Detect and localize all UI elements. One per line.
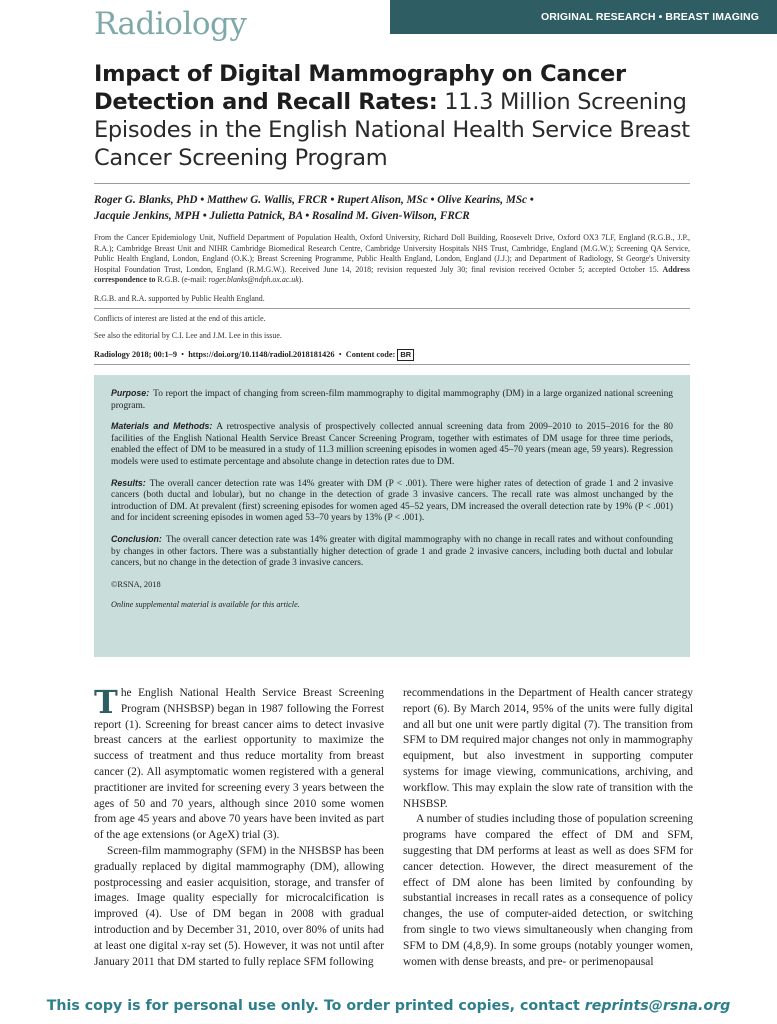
body-paragraph: Screen-film mammography (SFM) in the NHSBSP has been gradually replaced by digital mammography (DM), allowing postprocessing and easier acquisition, storage, and transfer of images. Image quality especially for microcalcification is improved (4). Use of DM began in 2008 with gradual introduction and by December 31, 2010, over 80% of units had at least one digital x-ray set (5). However, it was not until after January 2011 that DM started to fully replace SFM following [94,844,384,968]
correspondence-name: R.G.B. (e-mail: [155,275,209,284]
affiliation-text: From the Cancer Epidemiology Unit, Nuffield Department of Population Health, Oxford University, Richard Doll Building, Roosevelt Drive, Oxford OX3 7LF, England (R.G.B., J.P., R.A.); Cambridge Breast Unit and NIHR Cambridge Biomedical Research Centre, Cambridge University Hospitals NHS Trust, Cambridge, England (M.G.W.); Screening QA Service, Public Health England, London, England (O.K.); Breast Screening Programme, Public Health England, London, England (J.J.); and Department of Radiology, St George's University Hospital Foundation Trust, London, England (R.M.G.W.). Received June 14, 2018; revision requested July 30; final revision received October 5; accepted October 15. [94,233,690,274]
article-title [94,60,704,172]
affiliations [94,233,690,286]
conclusion-text: The overall cancer detection rate was 14% greater with digital mammography with no change in recall rates and without confounding by changes in other factors. There was a substantially higher detection of grade 1 and grade 2 invasive cancers, including both ductal and lobular cancers, but no change in the detection of grade 3 invasive cancers. [111,534,673,569]
abstract-box [94,375,690,657]
footer-text: This copy is for personal use only. To order printed copies, contact [46,998,585,1014]
journal-logo: Radiology [94,6,247,42]
abstract-purpose [111,388,673,412]
citation-doi[interactable]: https://doi.org/10.1148/radiol.2018181426 [188,350,335,359]
purpose-heading: Purpose: [111,388,150,398]
notes-rule [94,308,690,309]
reprints-email-link[interactable]: reprints@rsna.org [584,998,731,1014]
body-paragraph: A number of studies including those of population screening programs have compared the effect of DM and SFM, suggesting that DM performs at least as well as does SFM for cancer detection. However, the direct measurement of the effect of DM alone has been limited by confounding by substantial increases in recall rates as a consequence of policy changes, the use of computer-aided detection, or switching from single to two views simultaneously when changing from SFM to DM (4,8,9). In some groups (notably younger women, women with dense breasts, and pre- or perimenopausal [403,813,693,968]
title-subtitle: 11.3 Million Screening Episodes in the English National Health Service Breast Cancer Screening Program [94,89,690,171]
methods-heading: Materials and Methods: [111,421,213,432]
author-line: Roger G. Blanks, PhD • Matthew G. Wallis, FRCR • Rupert Alison, MSc • Olive Kearins, MSc • [94,194,534,206]
title-main: Impact of Digital Mammography on Cancer Detection and Recall Rates: [94,61,626,115]
author-line: Jacquie Jenkins, MPH • Julietta Patnick, BA • Rosalind M. Given-Wilson, FRCR [94,210,470,222]
abstract-copyright: ©RSNA, 2018 [111,579,161,589]
correspondence-label: Address correspondence to [94,264,690,284]
conclusion-heading: Conclusion: [111,533,162,544]
title-rule [94,183,690,184]
body-column-right [403,686,693,970]
reprint-footer [0,998,777,1014]
body-paragraph: recommendations in the Department of Health cancer strategy report (6). By March 2014, 95% of the units were fully digital and all but one unit were partly digital (7). The transition from SFM to DM required major changes not only in mammography equipment, but also investment in supporting computer systems for image viewing, communications, archiving, and workflow. This may explain the slow rate of transition with the NHSBSP. [403,687,693,810]
purpose-text: To report the impact of changing from screen-film mammography to digital mammography (DM) in a large organized national screening program. [111,389,673,411]
section-banner: ORIGINAL RESEARCH • BREAST IMAGING [390,0,777,34]
results-text: The overall cancer detection rate was 14% greater with DM (P < .001). There were higher rates of detection of grade 1 and 2 invasive cancers (both ductal and lobular), but no change in the detection of grade 3 invasive cancers. The recall rate was almost unchanged by the introduction of DM. At prevalent (first) screening episodes for women aged 45–52 years, DM increased the overall detection rate by 19% (P < .001) and for incident screening episodes in women aged 53–70 years by 13% (P < .001). [111,478,673,524]
citation-rule [94,364,690,365]
drop-cap: T [94,683,118,721]
supplemental-note: Online supplemental material is available for this article. [111,600,300,610]
author-list [94,192,694,224]
results-heading: Results: [111,477,146,488]
abstract-results [111,478,673,525]
conflicts-note: Conflicts of interest are listed at the end of this article. [94,314,266,323]
support-note: R.G.B. and R.A. supported by Public Health England. [94,294,265,303]
paragraph-text: he English National Health Service Breast Screening Program (NHSBSP) began in 1987 following the Forrest report (1). Screening for breast cancer aims to detect invasive breast cancers at the earliest opportunity to maximize the success of treatment and thus reduce mortality from breast cancer (2). All asymptomatic women registered with a general practitioner are invited for screening every 3 years between the ages of 50 and 70 years, although since 2010 some women from age 45 years and above 70 years have been invited as part of the age extensions (or AgeX) trial (3). [94,687,384,842]
body-paragraph [94,683,384,844]
citation-journal: Radiology 2018; 00:1–9 [94,350,177,359]
correspondence-email[interactable]: roger.blanks@ndph.ox.ac.uk [208,275,299,284]
correspondence-end: ). [298,275,304,284]
editorial-note: See also the editorial by C.I. Lee and J.M. Lee in this issue. [94,331,282,340]
content-code-badge: BR [397,349,414,361]
methods-text: A retrospective analysis of prospectively collected annual screening data from 2009–2010 to 2015–2016 for the 80 facilities of the English National Health Service Breast Cancer Screening Program, together with estimates of DM usage for three time periods, enabled the effect of DM to be measured in a study of 11.3 million screening episodes in women aged 45–70 years (mean age, 59 years). Regression models were used to estimate percentage and absolute change in detection rates due to DM. [111,422,673,467]
content-code-label: Content code: [345,350,396,359]
abstract-methods [111,421,673,468]
body-column-left [94,683,384,970]
citation-line: Radiology 2018; 00:1–9 • https://doi.org/10.1148/radiol.2018181426 • Content code: BR [94,349,694,361]
abstract-conclusion [111,534,673,570]
